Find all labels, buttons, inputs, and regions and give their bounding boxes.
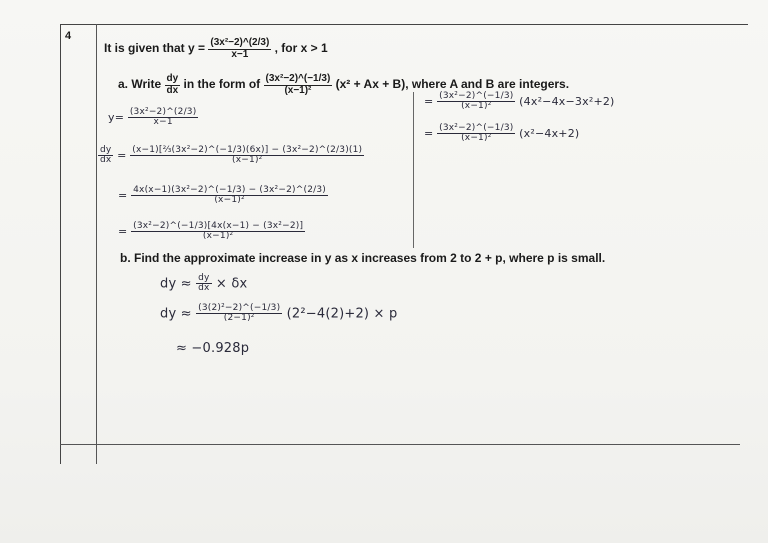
- work-a-right1-tail: (4x²−4x−3x²+2): [519, 94, 615, 108]
- work-a-line2-lhs: [98, 146, 113, 166]
- work-a-line2-lhs-num: dy: [100, 145, 112, 155]
- work-a-line2-lhs-den: dx: [100, 155, 112, 166]
- work-a-line1-num: (3x²−2)^(2/3): [129, 107, 197, 117]
- work-a-line4-fraction: [131, 222, 305, 242]
- part-b-text: Find the approximate increase in y as x increases from 2 to 2 + p, where p is small.: [134, 251, 606, 265]
- work-b-line1: [160, 274, 247, 294]
- part-a-dydx-den: dx: [166, 84, 179, 96]
- work-a-right2-num: (3x²−2)^(−1/3): [439, 123, 514, 133]
- work-b-line1-num: dy: [198, 273, 210, 283]
- intro-suffix: , for x > 1: [274, 41, 328, 56]
- work-a-line2-num: (x−1)[⅔(3x²−2)^(−1/3)(6x)] − (3x²−2)^(2/3)(1): [132, 145, 363, 155]
- work-b-line2-fraction: [196, 304, 282, 324]
- work-a-right2: [424, 124, 579, 144]
- work-b-line2-prefix: dy ≈: [160, 306, 192, 322]
- question-number-column-line: [96, 24, 97, 464]
- part-a-label: a.: [118, 77, 129, 92]
- frame-top-line: [60, 24, 748, 25]
- work-a-line1: [108, 108, 198, 128]
- intro-prefix: It is given that y =: [104, 41, 209, 56]
- work-a-line3-num: 4x(x−1)(3x²−2)^(−1/3) − (3x²−2)^(2/3): [133, 185, 326, 195]
- intro-fraction-denominator: x−1: [231, 48, 249, 60]
- frame-bottom-line: [60, 444, 740, 445]
- work-a-line3-fraction: [131, 186, 328, 206]
- part-a-text-prefix: Write: [131, 77, 162, 92]
- work-b-line2: [160, 304, 397, 324]
- part-a-dydx-num: dy: [166, 73, 179, 84]
- work-a-right2-tail: (x²−4x+2): [519, 126, 580, 140]
- work-a-right1-den: (x−1)²: [461, 101, 492, 112]
- work-a-right2-eq: =: [424, 126, 434, 140]
- work-a-right2-den: (x−1)²: [461, 133, 492, 144]
- work-a-line4: [118, 222, 305, 242]
- part-a-text-mid: in the form of: [183, 77, 261, 92]
- work-a-right1-eq: =: [424, 94, 434, 108]
- work-a-line3: [118, 186, 328, 206]
- work-b-line1-den: dx: [198, 283, 210, 294]
- work-a-right1: [424, 92, 615, 112]
- work-a-line4-eq: =: [118, 224, 128, 238]
- work-a-line2-fraction: [130, 146, 364, 166]
- work-b-line3: ≈ −0.928p: [176, 341, 250, 356]
- work-a-line3-den: (x−1)²: [214, 195, 245, 206]
- working-divider-line: [413, 92, 414, 248]
- work-a-line4-num: (3x²−2)^(−1/3)[4x(x−1) − (3x²−2)]: [133, 221, 304, 231]
- work-b-line1-fraction: [196, 274, 211, 294]
- work-a-right2-fraction: [437, 124, 515, 144]
- part-a-form-den: (x−1)²: [284, 84, 312, 96]
- work-a-line2-den: (x−1)²: [232, 155, 263, 166]
- work-a-line4-den: (x−1)²: [202, 231, 234, 242]
- question-number: 4: [65, 30, 72, 42]
- work-a-line1-prefix: y=: [108, 110, 125, 124]
- frame-left-line: [60, 24, 61, 464]
- part-a-dydx: [165, 74, 181, 96]
- work-b-line2-num: (3(2)²−2)^(−1/3): [198, 303, 281, 313]
- work-a-line2: [98, 146, 364, 166]
- work-b-line1-prefix: dy ≈: [160, 276, 192, 292]
- intro-fraction-numerator: (3x²−2)^(2/3): [210, 37, 270, 48]
- work-b-line1-tail: × δx: [215, 276, 248, 292]
- part-b-label: b.: [120, 251, 131, 265]
- part-a-form-fraction: [264, 74, 333, 96]
- part-a-form-tail: (x² + Ax + B), where A and B are integers.: [335, 77, 570, 92]
- work-a-right1-fraction: [437, 92, 515, 112]
- work-a-line1-fraction: [128, 108, 199, 128]
- part-a-form-num: (3x²−2)^(−1/3): [265, 73, 331, 84]
- intro-fraction: [208, 38, 271, 60]
- work-b-line2-den: (2−1)²: [223, 313, 255, 324]
- work-a-right1-num: (3x²−2)^(−1/3): [439, 91, 514, 101]
- work-a-line3-eq: =: [118, 188, 128, 202]
- work-b-line2-tail: (2²−4(2)+2) × p: [286, 306, 398, 322]
- question-intro: [104, 38, 328, 60]
- work-a-line2-eq: =: [117, 148, 127, 162]
- work-a-line1-den: x−1: [153, 117, 173, 128]
- part-b-question: [120, 251, 605, 265]
